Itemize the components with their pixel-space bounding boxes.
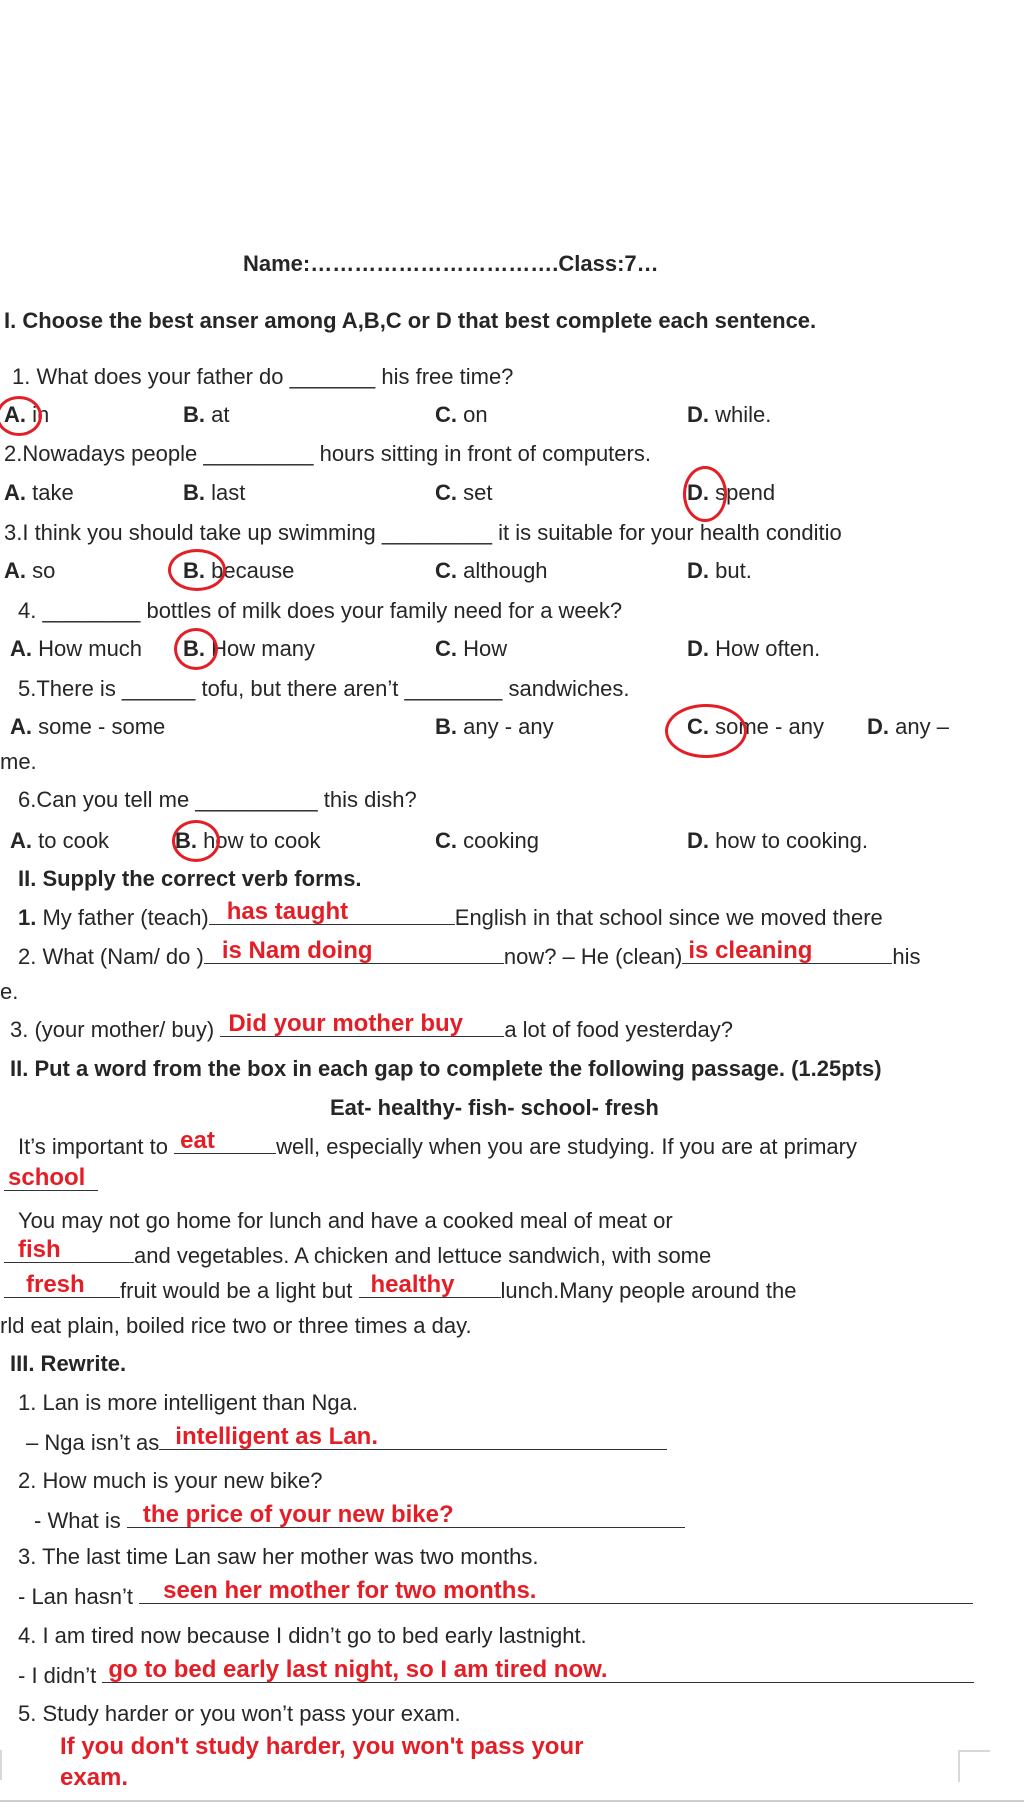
option-text: cooking: [463, 828, 539, 853]
handwritten-answer-line2: exam.: [60, 1764, 129, 1791]
option-letter: B.: [183, 558, 205, 583]
rewrite-a1: [26, 1423, 667, 1457]
passage-line-3: You may not go home for lunch and have a cooked meal of meat or: [18, 1208, 673, 1233]
answer-circle-q3: [168, 549, 226, 591]
answer-circle-q4: [174, 628, 218, 670]
answer-circle-q5: [665, 704, 747, 758]
q2-option-a[interactable]: [4, 479, 74, 507]
option-text: take: [32, 480, 74, 505]
answer-blank[interactable]: [139, 1577, 973, 1604]
q6-option-c[interactable]: [435, 827, 539, 855]
option-text: last: [211, 480, 246, 505]
option-text: spend: [715, 480, 776, 505]
option-letter: B.: [183, 402, 205, 427]
passage-line-4: [4, 1236, 712, 1270]
option-letter: A.: [10, 714, 32, 739]
rewrite-prefix: - I didn’t: [18, 1663, 97, 1688]
handwritten-answer: eat: [180, 1127, 215, 1154]
handwritten-answer: is Nam doing: [221, 937, 373, 964]
option-text: how to cook: [203, 828, 321, 853]
option-text: any –: [895, 714, 949, 739]
answer-blank[interactable]: [220, 1010, 504, 1037]
q1-option-d[interactable]: [687, 401, 771, 429]
verb-sentence-3: [10, 1010, 734, 1044]
q5-option-b[interactable]: [435, 713, 554, 741]
option-letter: A.: [10, 636, 32, 661]
option-letter: D.: [687, 558, 709, 583]
q1-option-c[interactable]: [435, 401, 488, 429]
verb-sentence-2-wrap: e.: [0, 979, 19, 1004]
passage-line-5: [4, 1271, 797, 1305]
option-letter: C.: [435, 480, 457, 505]
option-text: How: [463, 636, 508, 661]
rewrite-prefix: - Lan hasn’t: [18, 1584, 133, 1609]
q5-option-d[interactable]: [867, 713, 949, 741]
handwritten-answer: the price of your new bike?: [142, 1501, 454, 1528]
q5-option-d-wrap: me.: [0, 749, 37, 774]
answer-blank[interactable]: [127, 1501, 685, 1528]
option-text: on: [463, 402, 488, 427]
option-letter: C.: [687, 714, 709, 739]
option-letter: D.: [687, 480, 709, 505]
q2-stem: 2.Nowadays people _________ hours sitting in front of computers.: [4, 441, 651, 466]
rewrite-q3: 3. The last time Lan saw her mother was two months.: [18, 1544, 539, 1569]
q4-option-d[interactable]: [687, 635, 820, 663]
q5-option-a[interactable]: [10, 713, 165, 741]
handwritten-answer: intelligent as Lan.: [175, 1423, 378, 1450]
option-text: any - any: [463, 714, 554, 739]
handwritten-answer: Did your mother buy: [228, 1010, 463, 1037]
rewrite-prefix: - What is: [34, 1508, 121, 1533]
sentence-text: now? – He (clean): [503, 944, 683, 969]
answer-circle-q1: [0, 396, 42, 436]
passage-text: It’s important to: [18, 1134, 168, 1159]
word-box: Eat- healthy- fish- school- fresh: [330, 1095, 659, 1120]
handwritten-answer-line1: If you don't study harder, you won't pass your: [60, 1733, 584, 1760]
rewrite-a2: [34, 1501, 685, 1535]
name-class-line: Name:…………………………….Class:7…: [243, 251, 659, 276]
handwritten-answer: school: [8, 1164, 86, 1191]
passage-text: fruit would be a light but: [120, 1278, 353, 1303]
rewrite-prefix: – Nga isn’t as: [26, 1430, 160, 1455]
option-text: some - any: [715, 714, 824, 739]
q3-option-a[interactable]: [4, 557, 55, 585]
option-letter: C.: [435, 636, 457, 661]
option-text: so: [32, 558, 56, 583]
option-letter: C.: [435, 558, 457, 583]
handwritten-answer: seen her mother for two months.: [163, 1577, 537, 1604]
option-text: How often.: [715, 636, 821, 661]
answer-blank[interactable]: [4, 1236, 134, 1263]
option-letter: D.: [687, 636, 709, 661]
verb-sentence-1: [18, 898, 883, 932]
passage-line-1: [18, 1127, 857, 1161]
option-letter: B.: [175, 828, 197, 853]
answer-circle-q6: [172, 820, 220, 862]
option-text: in: [32, 402, 50, 427]
q2-option-b[interactable]: [183, 479, 245, 507]
passage-text: lunch.Many people around the: [500, 1278, 797, 1303]
q3-option-c[interactable]: [435, 557, 548, 585]
answer-blank[interactable]: [682, 937, 892, 964]
option-text: but.: [715, 558, 752, 583]
sentence-number: 1.: [18, 905, 37, 930]
option-letter: C.: [435, 828, 457, 853]
rewrite-a3: [18, 1577, 973, 1611]
rewrite-q2: 2. How much is your new bike?: [18, 1468, 323, 1493]
sentence-text: English in that school since we moved there: [454, 905, 883, 930]
option-letter: A.: [4, 402, 26, 427]
option-letter: B.: [183, 636, 205, 661]
handwritten-answer: healthy: [370, 1271, 455, 1298]
rewrite-q4: 4. I am tired now because I didn’t go to bed early lastnight.: [18, 1623, 587, 1648]
q6-option-d[interactable]: [687, 827, 868, 855]
handwritten-answer: fresh: [26, 1271, 85, 1298]
option-text: some - some: [38, 714, 166, 739]
option-text: at: [211, 402, 230, 427]
section1-title: I. Choose the best anser among A,B,C or D that best complete each sentence.: [4, 308, 817, 333]
option-text: to cook: [38, 828, 110, 853]
sentence-text: a lot of food yesterday?: [504, 1017, 734, 1042]
option-letter: D.: [687, 828, 709, 853]
option-letter: A.: [4, 480, 26, 505]
sentence-text: 3. (your mother/ buy): [10, 1017, 215, 1042]
q5-stem: 5.There is ______ tofu, but there aren’t ________ sandwiches.: [18, 676, 630, 701]
passage-text: and vegetables. A chicken and lettuce sandwich, with some: [134, 1243, 712, 1268]
option-text: although: [463, 558, 548, 583]
sentence-text: his: [892, 944, 921, 969]
option-letter: C.: [435, 402, 457, 427]
handwritten-answer: has taught: [226, 898, 349, 925]
handwritten-answer: fish: [18, 1236, 61, 1263]
handwritten-answer: is cleaning: [688, 937, 813, 964]
answer-blank[interactable]: [209, 898, 455, 925]
passage-line-6: rld eat plain, boiled rice two or three times a day.: [0, 1313, 472, 1338]
answer-blank[interactable]: [4, 1164, 98, 1191]
option-letter: A.: [10, 828, 32, 853]
q6-option-a[interactable]: [10, 827, 109, 855]
q3-stem: 3.I think you should take up swimming _________ it is suitable for your health conditio: [4, 520, 842, 545]
passage-text: well, especially when you are studying. If you are at primary: [276, 1134, 857, 1159]
option-text: while.: [715, 402, 772, 427]
q1-option-b[interactable]: [183, 401, 229, 429]
option-letter: D.: [687, 402, 709, 427]
handwritten-answer: go to bed early last night, so I am tired now.: [108, 1656, 608, 1683]
answer-blank[interactable]: [174, 1127, 276, 1154]
option-letter: B.: [183, 480, 205, 505]
option-letter: D.: [867, 714, 889, 739]
verb-sentence-2: [18, 937, 921, 971]
rewrite-q1: 1. Lan is more intelligent than Nga.: [18, 1390, 358, 1415]
option-text: set: [463, 480, 493, 505]
option-letter: A.: [4, 558, 26, 583]
q6-stem: 6.Can you tell me __________ this dish?: [18, 787, 417, 812]
answer-blank[interactable]: [4, 1271, 120, 1298]
page-bottom-divider: [0, 1800, 1024, 1802]
rewrite-a4: [18, 1656, 974, 1690]
answer-blank[interactable]: [159, 1423, 667, 1450]
q1-stem: 1. What does your father do _______ his free time?: [12, 364, 514, 389]
answer-blank[interactable]: [102, 1656, 974, 1683]
page-corner-mark: [958, 1750, 990, 1782]
option-text: how to cooking.: [715, 828, 868, 853]
passage-line-2: [4, 1164, 98, 1198]
page-edge-mark: [0, 1750, 2, 1780]
q3-option-d[interactable]: [687, 557, 752, 585]
section2-title: II. Supply the correct verb forms.: [18, 866, 362, 891]
answer-blank[interactable]: [359, 1271, 501, 1298]
option-text: How many: [211, 636, 316, 661]
section4-title: III. Rewrite.: [10, 1351, 127, 1376]
q4-option-a[interactable]: [10, 635, 142, 663]
sentence-text: My father (teach): [42, 905, 209, 930]
q2-option-c[interactable]: [435, 479, 492, 507]
sentence-text: 2. What (Nam/ do ): [18, 944, 204, 969]
q4-option-c[interactable]: [435, 635, 507, 663]
answer-blank[interactable]: [204, 937, 504, 964]
answer-circle-q2: [683, 466, 727, 522]
option-text: How much: [38, 636, 143, 661]
option-text: because: [211, 558, 295, 583]
option-letter: B.: [435, 714, 457, 739]
rewrite-q5: 5. Study harder or you won’t pass your exam.: [18, 1701, 461, 1726]
section3-title: II. Put a word from the box in each gap to complete the following passage. (1.25pts): [10, 1056, 882, 1081]
q4-stem: 4. ________ bottles of milk does your family need for a week?: [18, 598, 623, 623]
